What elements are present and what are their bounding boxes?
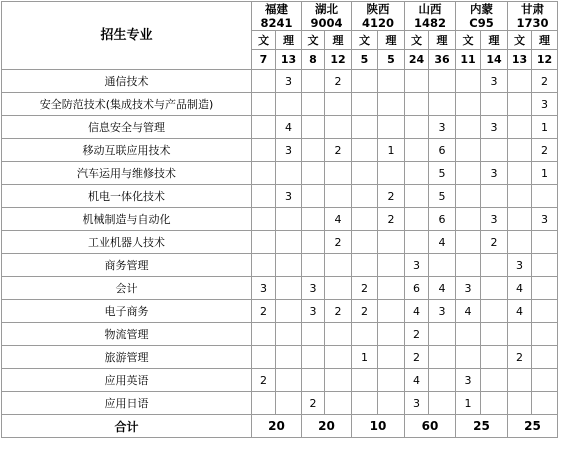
quota-cell: 3 (429, 300, 456, 323)
quota-cell: 6 (405, 277, 429, 300)
major-name: 应用英语 (2, 369, 252, 392)
quota-cell (508, 369, 532, 392)
table-row (2, 392, 558, 415)
quota-cell: 6 (429, 139, 456, 162)
quota-cell (276, 254, 302, 277)
quota-cell (532, 254, 558, 277)
province-header: 湖北 9004 (302, 2, 352, 31)
table-row (2, 300, 558, 323)
quota-cell (481, 185, 508, 208)
count-cell: 13 (276, 50, 302, 70)
quota-cell: 2 (252, 369, 276, 392)
quota-cell: 2 (325, 139, 352, 162)
major-name: 汽车运用与维修技术 (2, 162, 252, 185)
quota-cell: 2 (378, 208, 405, 231)
major-name: 应用日语 (2, 392, 252, 415)
quota-cell (378, 323, 405, 346)
table-row (2, 346, 558, 369)
table-row (2, 93, 558, 116)
quota-cell (378, 93, 405, 116)
province-header: 陕西 4120 (352, 2, 405, 31)
major-name: 机电一体化技术 (2, 185, 252, 208)
quota-cell (325, 93, 352, 116)
province-header: 福建 8241 (252, 2, 302, 31)
quota-cell (302, 139, 325, 162)
table-row (2, 231, 558, 254)
quota-cell (276, 300, 302, 323)
quota-cell (456, 93, 481, 116)
quota-cell (352, 185, 378, 208)
quota-cell (252, 185, 276, 208)
quota-cell (378, 346, 405, 369)
quota-cell (532, 231, 558, 254)
quota-cell (352, 369, 378, 392)
quota-cell (508, 185, 532, 208)
quota-cell (378, 70, 405, 93)
table-row (2, 162, 558, 185)
quota-cell: 1 (378, 139, 405, 162)
quota-cell: 3 (532, 208, 558, 231)
quota-cell (532, 300, 558, 323)
quota-cell (456, 231, 481, 254)
quota-cell (352, 231, 378, 254)
quota-cell: 2 (302, 392, 325, 415)
quota-cell (352, 162, 378, 185)
quota-cell (456, 323, 481, 346)
quota-cell: 2 (352, 300, 378, 323)
quota-cell (325, 323, 352, 346)
quota-cell (302, 185, 325, 208)
quota-cell (302, 346, 325, 369)
quota-cell (252, 208, 276, 231)
count-cell: 7 (252, 50, 276, 70)
category-cell: 文 (405, 31, 429, 50)
quota-cell: 2 (532, 139, 558, 162)
quota-cell (405, 185, 429, 208)
quota-cell (532, 277, 558, 300)
quota-cell (481, 346, 508, 369)
quota-cell (508, 392, 532, 415)
quota-cell: 6 (429, 208, 456, 231)
quota-cell (252, 392, 276, 415)
total-value: 10 (352, 415, 405, 438)
quota-cell (252, 70, 276, 93)
quota-cell (532, 346, 558, 369)
quota-cell: 5 (429, 162, 456, 185)
quota-cell (276, 323, 302, 346)
quota-cell (302, 323, 325, 346)
quota-cell: 3 (532, 93, 558, 116)
quota-cell (252, 231, 276, 254)
quota-cell (456, 116, 481, 139)
quota-cell (378, 162, 405, 185)
quota-cell: 3 (302, 300, 325, 323)
category-cell: 理 (481, 31, 508, 50)
quota-cell (405, 162, 429, 185)
quota-cell (325, 392, 352, 415)
count-cell: 13 (508, 50, 532, 70)
category-cell: 理 (429, 31, 456, 50)
quota-cell (481, 254, 508, 277)
major-name: 信息安全与管理 (2, 116, 252, 139)
quota-cell (378, 300, 405, 323)
quota-cell: 2 (352, 277, 378, 300)
major-name: 电子商务 (2, 300, 252, 323)
quota-cell (405, 70, 429, 93)
quota-cell: 1 (532, 116, 558, 139)
category-cell: 理 (325, 31, 352, 50)
quota-cell (378, 231, 405, 254)
category-cell: 文 (302, 31, 325, 50)
quota-cell (429, 369, 456, 392)
quota-cell: 3 (456, 277, 481, 300)
major-name: 会计 (2, 277, 252, 300)
quota-cell (378, 277, 405, 300)
quota-cell: 3 (252, 277, 276, 300)
quota-cell: 4 (456, 300, 481, 323)
table-row (2, 277, 558, 300)
quota-cell (405, 116, 429, 139)
quota-cell (302, 231, 325, 254)
quota-cell: 1 (532, 162, 558, 185)
quota-cell (429, 392, 456, 415)
quota-cell: 3 (429, 116, 456, 139)
quota-cell: 3 (276, 185, 302, 208)
quota-cell (252, 323, 276, 346)
quota-cell (302, 93, 325, 116)
total-value: 20 (302, 415, 352, 438)
quota-cell (481, 93, 508, 116)
quota-cell (532, 185, 558, 208)
quota-cell (302, 208, 325, 231)
count-cell: 36 (429, 50, 456, 70)
quota-cell (429, 254, 456, 277)
count-cell: 8 (302, 50, 325, 70)
table-row (2, 139, 558, 162)
quota-cell: 4 (276, 116, 302, 139)
quota-cell (456, 185, 481, 208)
category-cell: 理 (532, 31, 558, 50)
quota-cell (352, 392, 378, 415)
quota-cell (252, 254, 276, 277)
quota-cell (302, 369, 325, 392)
category-cell: 理 (378, 31, 405, 50)
quota-cell (325, 162, 352, 185)
quota-cell (481, 277, 508, 300)
quota-cell: 3 (481, 162, 508, 185)
quota-cell (405, 139, 429, 162)
quota-cell (481, 392, 508, 415)
quota-cell (352, 254, 378, 277)
quota-cell (508, 208, 532, 231)
total-row (2, 415, 558, 438)
quota-cell: 5 (429, 185, 456, 208)
quota-cell (325, 277, 352, 300)
table-row (2, 208, 558, 231)
quota-cell (429, 323, 456, 346)
quota-cell (456, 70, 481, 93)
quota-cell (302, 162, 325, 185)
table-row (2, 116, 558, 139)
total-value: 25 (456, 415, 508, 438)
category-cell: 文 (508, 31, 532, 50)
table-row (2, 70, 558, 93)
quota-cell: 2 (378, 185, 405, 208)
quota-cell (276, 162, 302, 185)
count-cell: 5 (352, 50, 378, 70)
table-row (2, 254, 558, 277)
quota-cell: 2 (405, 346, 429, 369)
quota-cell (456, 254, 481, 277)
province-header-row (2, 2, 558, 31)
table-body (2, 70, 558, 415)
quota-cell (252, 93, 276, 116)
quota-cell (302, 254, 325, 277)
quota-cell (508, 116, 532, 139)
major-name: 安全防范技术(集成技术与产品制造) (2, 93, 252, 116)
quota-cell (456, 139, 481, 162)
quota-cell: 2 (325, 231, 352, 254)
quota-cell: 4 (405, 300, 429, 323)
quota-cell: 4 (429, 231, 456, 254)
quota-cell (276, 369, 302, 392)
category-cell: 文 (456, 31, 481, 50)
total-value: 20 (252, 415, 302, 438)
quota-cell (252, 116, 276, 139)
quota-cell: 3 (481, 116, 508, 139)
major-name: 通信技术 (2, 70, 252, 93)
quota-cell (378, 116, 405, 139)
quota-cell (508, 93, 532, 116)
quota-cell (352, 139, 378, 162)
quota-cell (302, 70, 325, 93)
major-column-header: 招生专业 (2, 2, 252, 70)
quota-cell: 3 (405, 254, 429, 277)
quota-cell: 3 (508, 254, 532, 277)
quota-cell (481, 139, 508, 162)
quota-cell: 2 (532, 70, 558, 93)
quota-cell (378, 369, 405, 392)
quota-cell (352, 116, 378, 139)
province-header: 山西 1482 (405, 2, 456, 31)
total-label: 合计 (2, 415, 252, 438)
table-row (2, 369, 558, 392)
category-cell: 理 (276, 31, 302, 50)
quota-cell (325, 369, 352, 392)
quota-cell (532, 392, 558, 415)
quota-cell: 4 (429, 277, 456, 300)
count-cell: 12 (325, 50, 352, 70)
major-name: 机械制造与自动化 (2, 208, 252, 231)
quota-cell (325, 346, 352, 369)
count-cell: 11 (456, 50, 481, 70)
quota-cell (352, 70, 378, 93)
quota-cell: 3 (456, 369, 481, 392)
quota-cell (325, 185, 352, 208)
category-cell: 文 (252, 31, 276, 50)
quota-cell (456, 208, 481, 231)
quota-cell (405, 93, 429, 116)
quota-cell: 2 (508, 346, 532, 369)
quota-cell (352, 323, 378, 346)
quota-cell: 4 (325, 208, 352, 231)
quota-cell: 2 (405, 323, 429, 346)
count-cell: 24 (405, 50, 429, 70)
quota-cell: 1 (456, 392, 481, 415)
province-header: 内蒙 C95 (456, 2, 508, 31)
quota-cell (252, 139, 276, 162)
quota-cell: 3 (481, 208, 508, 231)
quota-cell (481, 369, 508, 392)
quota-cell (508, 70, 532, 93)
quota-cell: 1 (352, 346, 378, 369)
count-cell: 5 (378, 50, 405, 70)
quota-cell (325, 116, 352, 139)
quota-cell (481, 300, 508, 323)
quota-cell (352, 93, 378, 116)
major-name: 工业机器人技术 (2, 231, 252, 254)
category-cell: 文 (352, 31, 378, 50)
quota-cell (276, 277, 302, 300)
quota-cell: 2 (252, 300, 276, 323)
quota-cell (508, 162, 532, 185)
total-value: 60 (405, 415, 456, 438)
quota-cell: 2 (481, 231, 508, 254)
quota-cell (352, 208, 378, 231)
quota-cell: 3 (276, 70, 302, 93)
major-name: 商务管理 (2, 254, 252, 277)
quota-cell (508, 231, 532, 254)
quota-cell (276, 346, 302, 369)
major-name: 移动互联应用技术 (2, 139, 252, 162)
quota-cell: 3 (481, 70, 508, 93)
total-value: 25 (508, 415, 558, 438)
count-cell: 14 (481, 50, 508, 70)
quota-cell: 4 (508, 300, 532, 323)
enrollment-plan-table (1, 1, 558, 438)
quota-cell: 3 (276, 139, 302, 162)
table-row (2, 323, 558, 346)
quota-cell (276, 93, 302, 116)
quota-cell: 2 (325, 70, 352, 93)
quota-cell (532, 369, 558, 392)
quota-cell: 4 (405, 369, 429, 392)
quota-cell (325, 254, 352, 277)
quota-cell (252, 346, 276, 369)
quota-cell (378, 254, 405, 277)
quota-cell: 3 (302, 277, 325, 300)
count-cell: 12 (532, 50, 558, 70)
quota-cell (252, 162, 276, 185)
quota-cell (532, 323, 558, 346)
quota-cell (429, 346, 456, 369)
quota-cell (429, 70, 456, 93)
quota-cell (302, 116, 325, 139)
quota-cell: 3 (405, 392, 429, 415)
quota-cell (481, 323, 508, 346)
major-name: 物流管理 (2, 323, 252, 346)
quota-cell (405, 231, 429, 254)
quota-cell (456, 346, 481, 369)
quota-cell (429, 93, 456, 116)
province-header: 甘肃 1730 (508, 2, 558, 31)
quota-cell (508, 323, 532, 346)
quota-cell (405, 208, 429, 231)
quota-cell: 4 (508, 277, 532, 300)
quota-cell (378, 392, 405, 415)
major-name: 旅游管理 (2, 346, 252, 369)
quota-cell (456, 162, 481, 185)
quota-cell (276, 392, 302, 415)
quota-cell: 2 (325, 300, 352, 323)
quota-cell (276, 208, 302, 231)
table-row (2, 185, 558, 208)
quota-cell (508, 139, 532, 162)
quota-cell (276, 231, 302, 254)
